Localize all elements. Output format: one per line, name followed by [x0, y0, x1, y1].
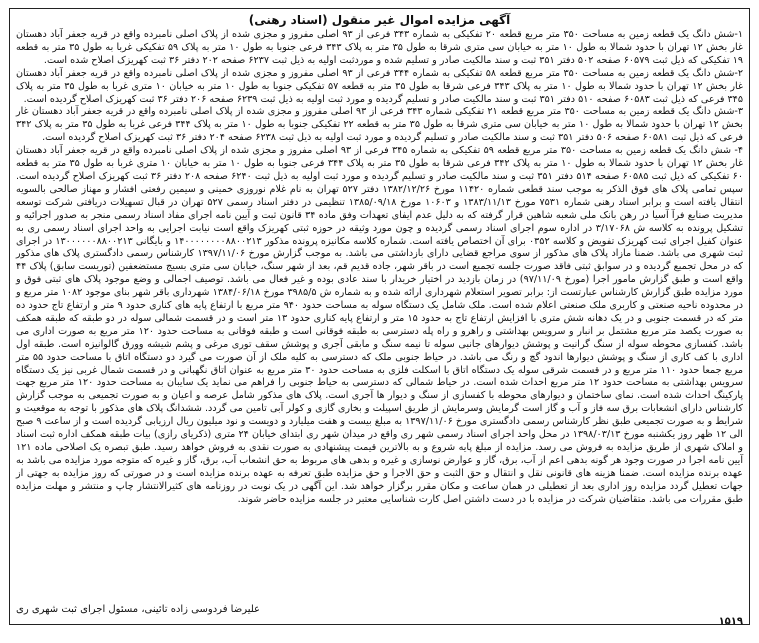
notice-paragraph-4: ۴- شش دانگ یک قطعه زمین به مساحت ۳۵۰ متر مربع قطعه ۵۹ تفکیکی به شماره ۳۴۵ فرعی از ۹۳ اصلی مفروز و مجزی شده از پلاک اصلی نامبرده واقع در قریه جعفر آباد دهستان غار بخش ۱۲ تهران با حدود شمالا به طول ۱۰ متر به پلاک ۳۴۲ فرعی شرقا به طول ۳۵ متر به پلاک ۳۴۴ فرعی جنوبا به طول ۱۰ متر به خیابان ۱۰ متری غربا به طول ۳۵ متر به قطعه ۶۰ تفکیکی که ذیل ثبت ۶۰۵۸۵ صفحه ۵۱۴ دفتر ۳۵۱ ثبت و سند مالکیت صادر و تسلیم گردیده و مورد ثبت اولیه به ذیل ثبت ۶۲۴۰ صفحه ۲۰۸ دفتر ۳۶ ثبت کهریزک اصلاح گردیده است. سپس تمامی پلاک های فوق الذکر به موجب سند قطعی شماره ۱۱۴۲۰ مورخ ۱۳۸۲/۱۲/۲۶ دفتر ۵۲۷ تهران به نام غلام نوروزی خمینی و سیمین رفعتی افشار و مهناز صالحی بالسویه انتقال یافته است و برابر اسناد رهنی شماره ۷۵۳۱ مورخ ۱۳۸۳/۱۱/۱۳ و ۱۰۶۰۳ مورخ ۱۳۸۵/۰۹/۱۸ تنظیمی در دفتر اسناد رسمی ۵۲۷ تهران در قبال تسهیلات دریافتی شرکت توسعه مدیریت صنایع فرآ آسیا در رهن بانک ملی شعبه شاهین قرار گرفته که به دلیل عدم ایفای تعهدات وفق ماده ۳۴ قانون ثبت و آیین نامه اجرای مفاد اسناد رسمی منجر به صدور اجرائیه و تشکیل پرونده به کلاسه ش ۳/۱۷۰۶۸ در اداره سوم اجرای اسناد رسمی گردیده و چون مورد وثیقه در حوزه ثبتی کهریزک واقع است نیابت اجرایی به واحد اجرای اسناد رسمی ری به عنوان کفیل اجرای ثبت کهریزک تفویض و کلاسه ۰۳۵۲ برای آن اختصاص یافته است. شماره کلاسه مکانیزه پرونده مذکور ۱۴۰۰۰۰۰۰۰۰۸۸۰۰۲۱۳ و بایگانی ۱۳۰۰۰۰۰۰۸۸۰۰۲۱۳ در اجرای ثبت شهری می باشد. ضمنا مازاد پلاک های مذکور از سوی مراجع قضایی دارای بازداشتی می باشد. به موجب گزارش مورخ ۱۳۹۷/۱۱/۰۶ کارشناس رسمی دادگستری پلاک های مذکور که در محل تجمیع گردیده و در سوابق ثبتی فاقد صورت جلسه تجمیع است در باقر شهر، جاده قدیم قم، بعد از شهر سنگ، خیابان سی متری بسیج مستضعفین (توریست سابق) پلاک ۴۴ واقع است و طبق گزارش مامور اجرا (مورخ ۹۷/۱۱/۰۹) در زمان بازدید در اختیار خریدار با سند عادی بوده و غیر فعال می باشد. توصیف اجمالی و وضع موجود پلاک های ثبتی فوق و مورد مزایده طبق گزارش کارشناس عبارتست از: برابر تصویر استعلام شهرداری ارائه شده و به شماره ش ۳۹۸۵/۵ مورخ ۱۳۸۴/۰۶/۱۸ شهرداری باقر شهر بنای موجود ۱۰۸۲ متر مربع و در محدوده ناحیه صنعتی و کاربری ملک صنعتی اعلام شده است. ملک شامل یک دستگاه سوله به مساحت حدود ۹۴۰ متر مربع با ارتفاع پایه های کناری حدود ۹ متر و ارتفاع تاج حدود ده متر که در قسمت جنوبی و در یک دهانه شش متری با افزایش ارتفاع تاج به حدود ۱۵ متر و ارتفاع پایه کناری حدود ۱۳ متر است و در قسمت شمالی سوله در دو طبقه که طبقه همکف به صورت یکصد متر مربع مشتمل بر انبار و سرویس بهداشتی و راهرو و راه پله دسترسی به طبقه فوقانی است و طبقه فوقانی به مساحت حدود ۱۲۰ متر مربع به صورت اداری می باشد. کفسازی محوطه سوله از سنگ گرانیت و پوشش دیوارهای جانبی سوله تا نیمه سنگ و مابقی آجری و پوشش سقف توری مرغی و پشم شیشه وورق گالوانیزه است. طبقه اول اداری با کف کاری از سنگ و پوشش دیوارها اندود گچ و رنگ می باشد. در حیاط جنوبی ملک که دسترسی به کلیه ملک از آن صورت می گیرد دو دستگاه اتاق با مساحت حدود ۵۵ متر مربع جمعا حدود ۱۱۰ متر مربع و در قسمت شرقی سوله یک دستگاه اتاق با اسکلت فلزی به مساحت حدود ۳۰ متر مربع به عنوان اتاق نگهبانی و در قسمت شمال غربی نیز یک دستگاه سرویس بهداشتی به مساحت حدود ۱۲ متر مربع احداث شده است. در حیاط شمالی که دسترسی به حیاط جنوبی را فراهم می نماید یک سایبان به مساحت حدود ۱۲۰ متر مربع جهت پارکینگ احداث شده است. نمای ساختمان و دیوارهای محوطه با کفسازی از سنگ و دیوار ها آجری است. پلاک های مذکور شامل عرصه و اعیان و به صورت تجمیعی به موجب گزارش کارشناس دارای انشعابات برق سه فاز و آب و گاز است گرمایش وسرمایش از طریق اسپیلت و بخاری گازی و کولر آبی تامین می گردد. ششدانگ پلاک های مذکور با توجه به موقعیت و شرایط و به صورت تجمیعی طبق نظر کارشناس رسمی دادگستری مورخ ۱۳۹۷/۱۱/۰۶ به مبلغ بیست و هفت میلیارد و دویست و نود میلیون ریال ارزیابی گردیده است و از ساعت ۹ صبح الی ۱۲ ظهر روز یکشنبه مورخ ۱۳۹۸/۰۳/۱۳ در محل واحد اجرای اسناد رسمی شهر ری واقع در میدان شهر ری ابتدای خیابان ۲۴ متری (ذکریای رازی) بیات طبقه همکف اداره ثبت اسناد و املاک شهری از طریق مزایده به فروش می رسد. مزایده از مبلغ پایه شروع و به بالاترین قیمت پیشنهادی به صورت نقدی به فروش خواهد رسید. طبق تبصره یک اصلاحی ماده ۱۲۱ آیین نامه اجرا در صورت وجود هر گونه بدهی اعم از آب، برق، گاز و عوارض نوسازی و غیره و بدهی های مربوط به حق انشعاب آب، برق، گاز و غیره که متوجه مورد مزایده می باشد به عهده برنده مزایده است. ضمنا هزینه های قانونی نقل و انتقال و حق الثبت و حق الاجرا و حق مزایده طبق تعرفه به عهده برنده مزایده است و در صورتی که روز مزایده به جهتی از جهات تعطیل گردد مزایده روز اداری بعد از تعطیلی در همان ساعت و مکان مقرر برگزار خواهد شد. این آگهی در یک نوبت در روزنامه های کثیرالانتشار چاپ و منتشر و مهلت مزایده طبق مقررات می باشد. متقاضیان شرکت در مزایده با در دست داشتن اصل کارت شناسایی معتبر در جلسه مزایده حاضر شوند.	[16, 145, 744, 505]
notice-body	[10, 29, 749, 507]
notice-paragraph-2: ۲-شش دانگ یک قطعه زمین به مساحت ۳۵۰ متر مربع قطعه ۵۸ تفکیکی به شماره ۳۴۴ فرعی از ۹۳ اصلی مفروز و مجزی شده از پلاک اصلی نامبرده واقع در قریه جعفر آباد دهستان غار بخش ۱۲ تهران با حدود شمالا به طول ۱۰ متر به پلاک ۳۴۳ فرعی شرقا به طول ۳۵ متر به قطعه ۵۷ تفکیکی جنوبا به طول ۱۰ متر به خیابان ۱۰ متری غربا به طول ۳۵ متر به پلاک ۳۴۵ فرعی که ذیل ثبت ۶۰۵۸۳ صفحه ۵۱۰ دفتر ۳۵۱ ثبت و سند مالکیت صادر و تسلیم گردیده و مورد ثبت اولیه به ذیل ثبت ۶۲۳۹ صفحه ۲۰۶ دفتر ۳۶ ثبت کهریزک اصلاح گردیده است.	[16, 67, 743, 105]
notice-paragraph-3: ۳-شش دانگ یک قطعه زمین به مساحت ۳۵۰ متر مربع قطعه ۲۱ تفکیکی شماره ۳۴۳ فرعی از ۹۳ اصلی مفروز و مجزی شده از پلاک اصلی نامبرده واقع در قریه جعفر آباد دهستان غار بخش ۱۲ تهران با حدود شمالا به طول ۱۰ متر به خیابان سی متری شرقا به طول ۳۵ متر به قطعه ۲۲ تفکیکی جنوبا به طول ۱۰ متر به پلاک ۳۴۴ فرعی غربا به طول ۳۵ متر به پلاک ۳۴۲ فرعی که ذیل ثبت ۶۰۵۸۱ صفحه ۵۰۶ دفتر ۳۵۱ ثبت و سند مالکیت صادر و تسلیم گردیده و مورد ثبت اولیه به ذیل ثبت ۶۲۳۸ صفحه ۲۰۴ دفتر ۳۶ ثبت کهریزک اصلاح گردیده است.	[16, 106, 743, 144]
notice-title: آگهی مزایده اموال غیر منقول (اسناد رهنی)	[248, 13, 511, 27]
notice-page	[9, 8, 750, 625]
notice-footer	[16, 603, 743, 627]
notice-number: ۱۵۱۹	[718, 616, 743, 627]
signature-line: علیرضا فردوسی زاده تائینی، مسئول اجرای ثبت شهری ری	[16, 604, 261, 615]
notice-paragraph-1: ۱-شش دانگ یک قطعه زمین به مساحت ۳۵۰ متر مربع قطعه ۲۰ تفکیکی به شماره ۳۴۳ فرعی از ۹۳ اصلی مفروز و مجزی شده از پلاک اصلی نامبرده واقع در قریه جعفر آباد دهستان غار بخش ۱۲ تهران با حدود شمالا به طول ۱۰ متر به خیابان سی متری شرقا به طول ۳۵ متر به پلاک ۳۴۳ فرعی جنوبا به طول ۱۰ متر به پلاک ۵۹ تفکیکی غربا به طول ۳۵ متر به قطعه ۱۹ تفکیکی که ذیل ثبت ۶۰۵۷۹ صفحه ۵۰۲ دفتر ۳۵۱ ثبت و سند مالکیت صادر و تسلیم شده و موردثبت اولیه به ذیل ثبت ۶۲۳۷ صفحه ۲۰۲ دفتر ۳۶ ثبت کهریزک اصلاح شده است.	[16, 29, 743, 66]
